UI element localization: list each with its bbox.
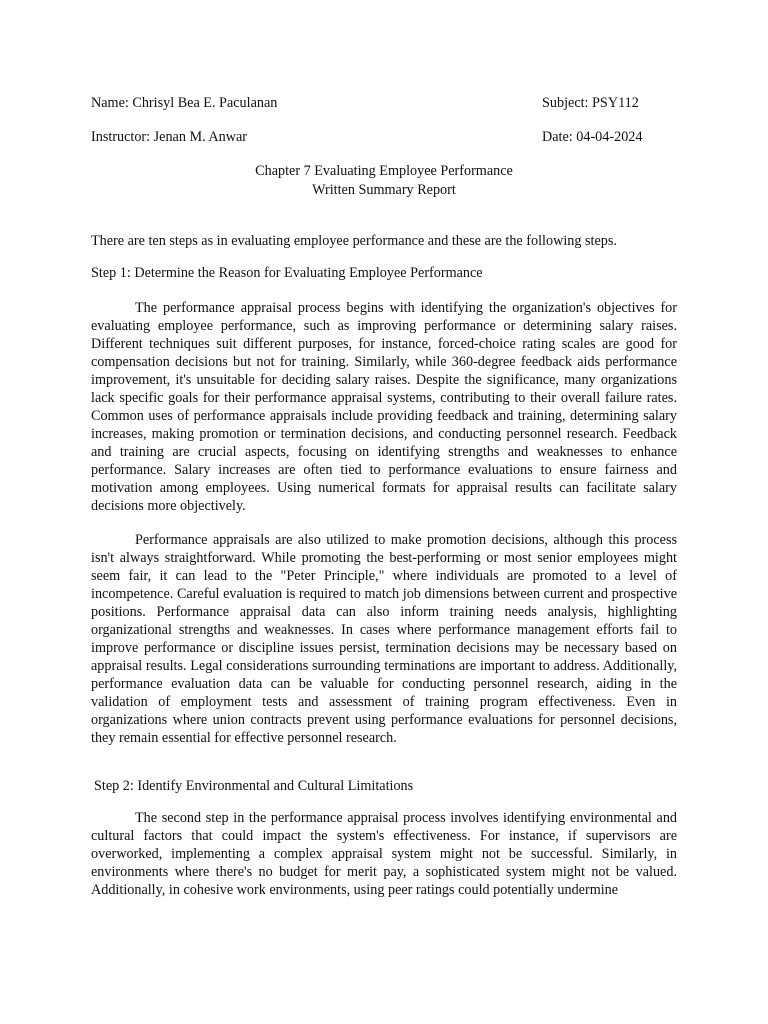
report-title [91, 162, 677, 200]
title-line-report-type: Written Summary Report [312, 182, 456, 198]
header-row-name-subject [91, 94, 649, 112]
student-name: Name: Chrisyl Bea E. Paculanan [91, 95, 278, 111]
header-row-instructor-date [91, 128, 649, 146]
step1-paragraph-2: Performance appraisals are also utilized to make promotion decisions, although this process isn't always straightforward. While promoting the best-performing or most senior employees might seem fair, it can lead to the "Peter Principle," where individuals are promoted to a level of incompetence. Careful evaluation is required to match job dimensions between current and prospective positions. Performance appraisal data can also inform training needs analysis, highlighting organizational strengths and weaknesses. In cases where performance management efforts fail to improve performance or discipline issues persist, termination decisions may be necessary based on appraisal results. Legal considerations surrounding terminations are important to address. Additionally, performance evaluation data can be valuable for conducting personnel research, aiding in the validation of employment tests and assessment of training program effectiveness. Even in organizations where union contracts prevent using performance evaluations for personnel decisions, they remain essential for effective personnel research. [91, 532, 677, 746]
step1-paragraph-1: The performance appraisal process begins with identifying the organization's objectives for evaluating employee performance, such as improving performance or determining salary raises. Different techniques suit different purposes, for instance, forced-choice rating scales are good for compensation decisions but not for training. Similarly, while 360-degree feedback aids performance improvement, it's unsuitable for deciding salary raises. Despite the significance, many organizations lack specific goals for their performance appraisal systems, contributing to their overall failure rates. Common uses of performance appraisals include providing feedback and training, determining salary increases, making promotion or termination decisions, and conducting personnel research. Feedback and training are crucial aspects, focusing on identifying strengths and weaknesses to enhance performance. Salary increases are often tied to performance evaluations to ensure fairness and motivation among employees. Using numerical formats for appraisal results can facilitate salary decisions more objectively. [91, 300, 677, 514]
intro-paragraph: There are ten steps as in evaluating employee performance and these are the following steps. [91, 233, 617, 249]
title-line-chapter: Chapter 7 Evaluating Employee Performance [255, 163, 513, 179]
subject-label: Subject: PSY112 [542, 95, 639, 111]
step1-heading: Step 1: Determine the Reason for Evaluating Employee Performance [91, 265, 483, 281]
step2-paragraph-1: The second step in the performance appraisal process involves identifying environmental and cultural factors that could impact the system's effectiveness. For instance, if supervisors are overworked, implementing a complex appraisal system might not be successful. Similarly, in environments where there's no budget for merit pay, a sophisticated system might not be valued. Additionally, in cohesive work environments, using peer ratings could potentially undermine [91, 810, 677, 898]
step2-heading: Step 2: Identify Environmental and Cultural Limitations [94, 778, 414, 794]
report-date: Date: 04-04-2024 [542, 129, 643, 145]
instructor-name: Instructor: Jenan M. Anwar [91, 129, 248, 145]
